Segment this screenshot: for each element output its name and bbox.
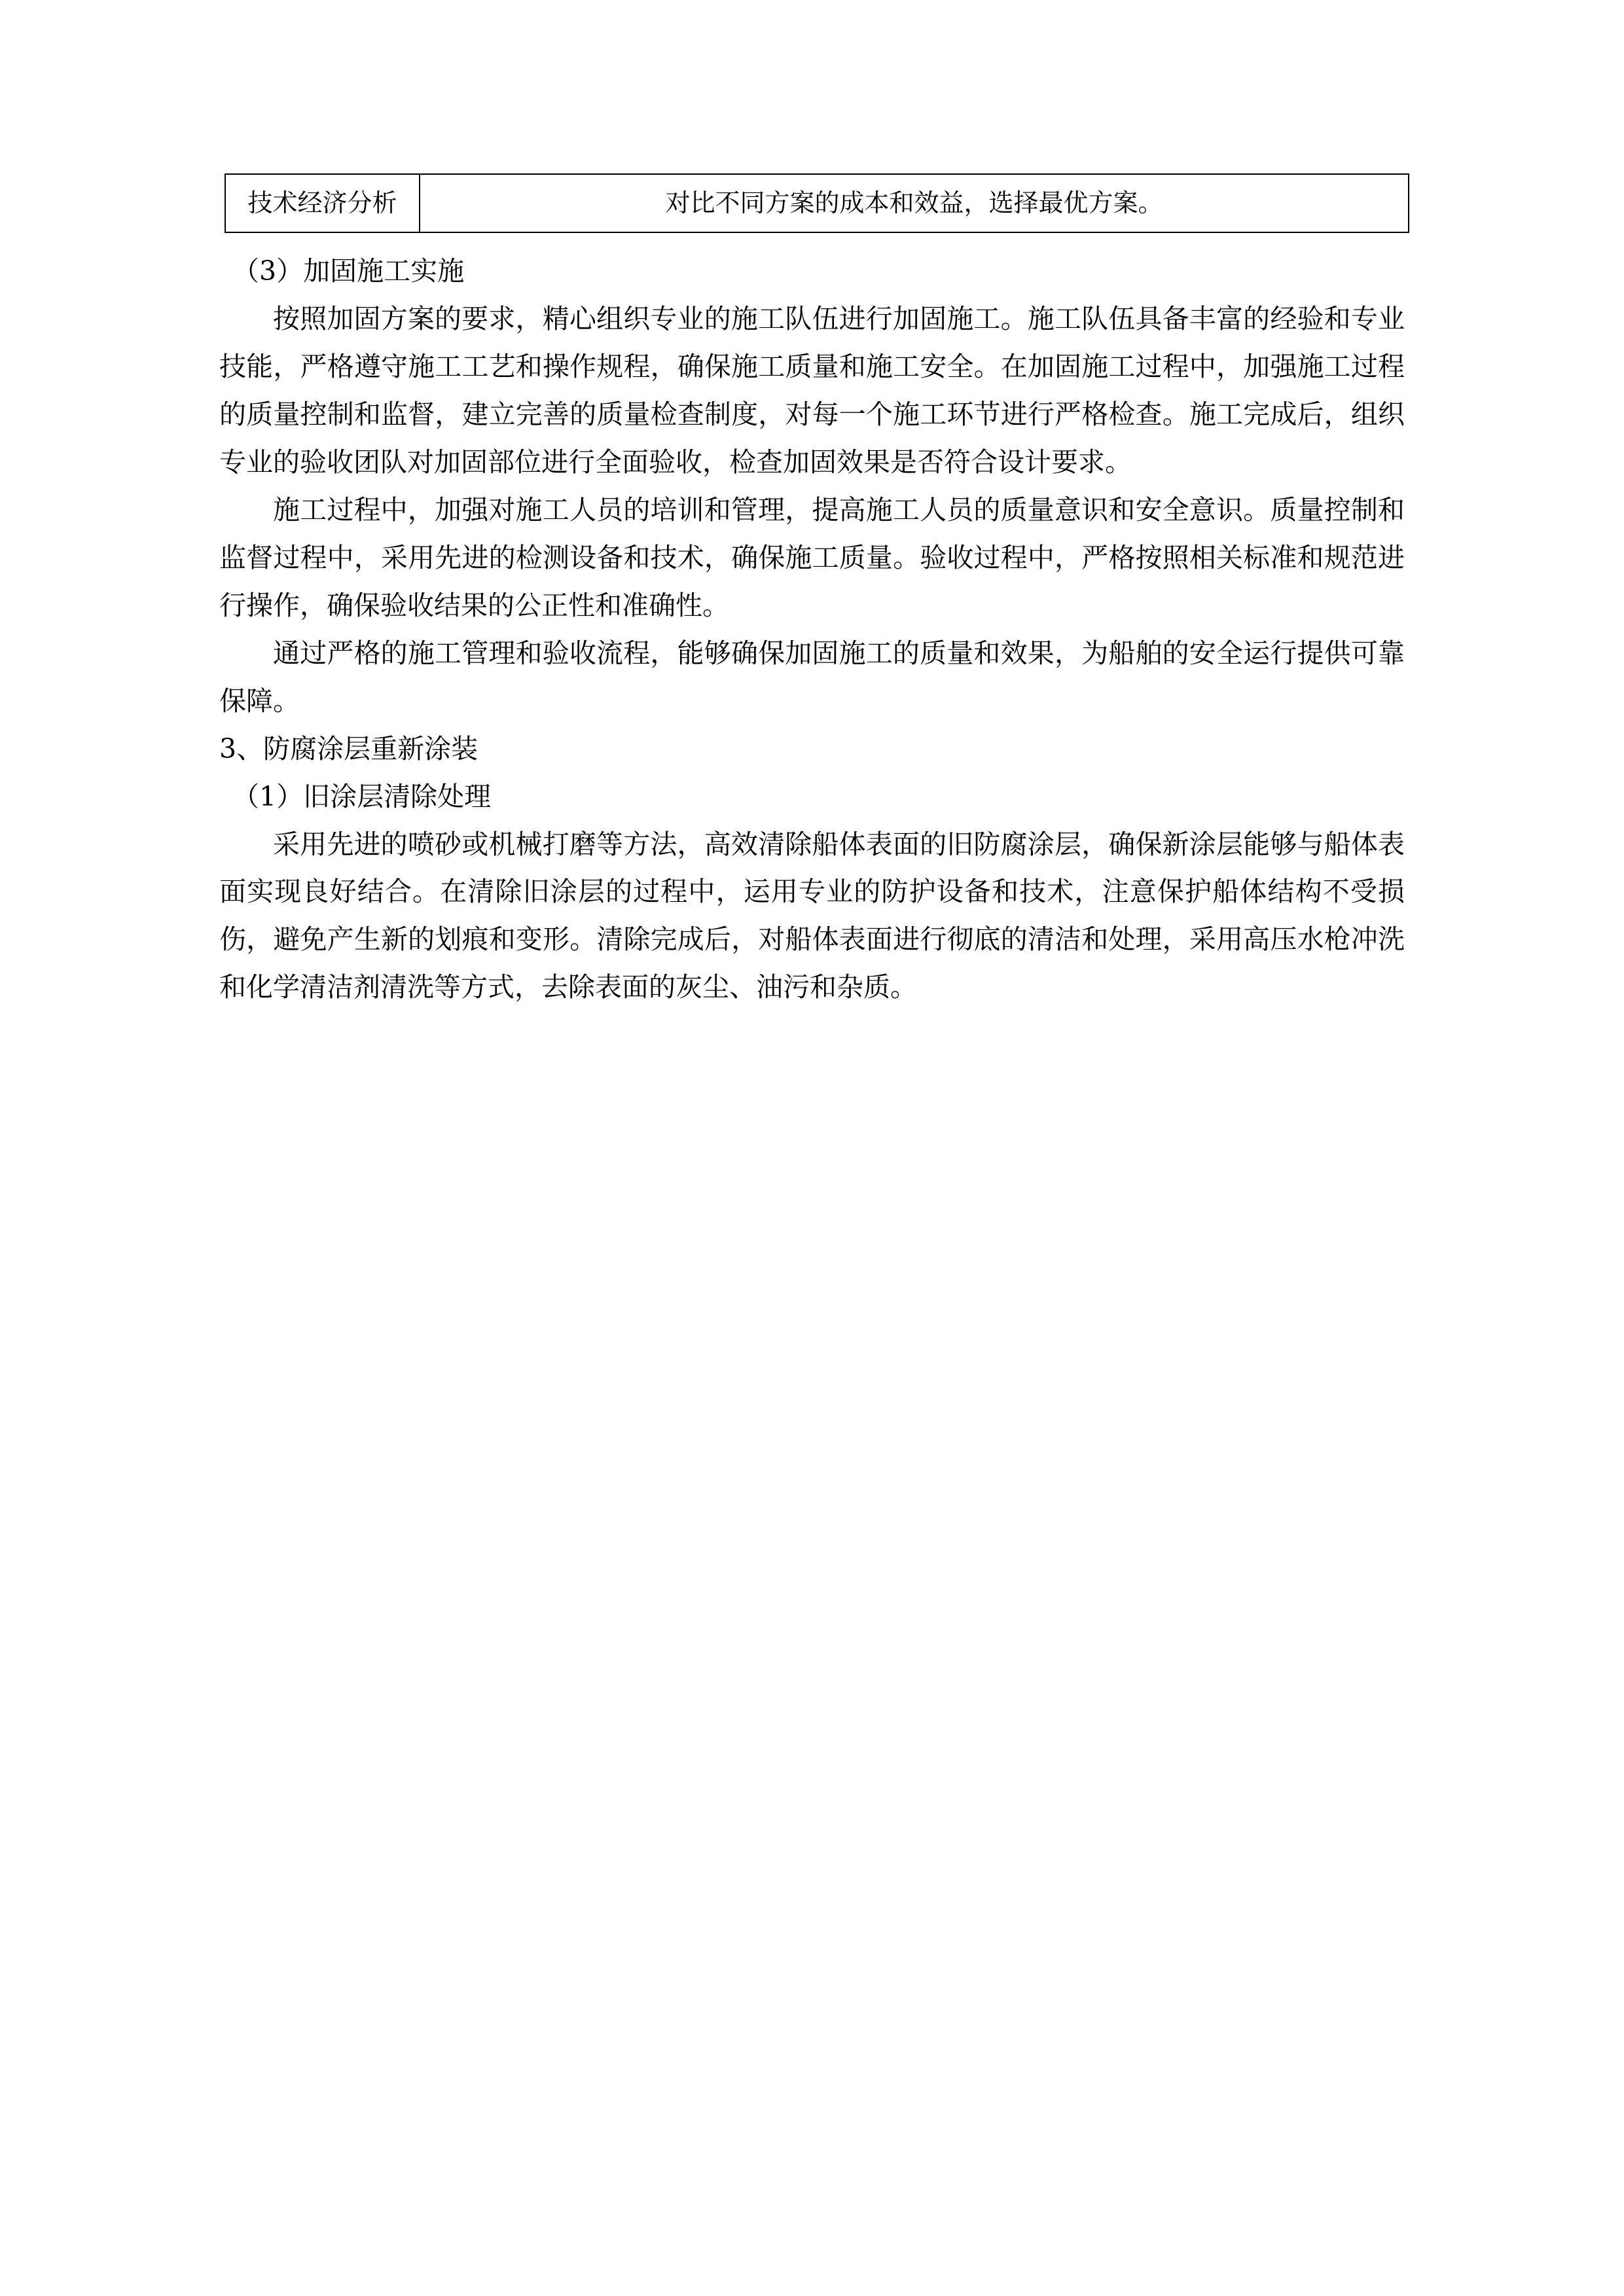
section-heading-3: （3）加固施工实施 — [232, 255, 465, 287]
spacer — [219, 233, 1405, 247]
subsection-heading-1: （1）旧涂层清除处理 — [232, 780, 492, 812]
table-body — [225, 174, 1409, 232]
table-cell-label: 技术经济分析 — [225, 174, 420, 232]
table-row — [225, 174, 1409, 232]
paragraph-training-and-inspection: 施工过程中，加强对施工人员的培训和管理，提高施工人员的质量意识和安全意识。质量控制和监督过程中，采用先进的检测设备和技术，确保施工质量。验收过程中，严格按照相关标准和规范进行操作，确保验收结果的公正性和准确性。 — [219, 493, 1405, 621]
section-heading-anticorrosion: 3、防腐涂层重新涂装 — [219, 732, 478, 764]
paragraph-coating-removal: 采用先进的喷砂或机械打磨等方法，高效清除船体表面的旧防腐涂层，确保新涂层能够与船体表面实现良好结合。在清除旧涂层的过程中，运用专业的防护设备和技术，注意保护船体结构不受损伤，避免产生新的划痕和变形。清除完成后，对船体表面进行彻底的清洁和处理，采用高压水枪冲洗和化学清洁剂清洗等方式，去除表面的灰尘、油污和杂质。 — [219, 828, 1405, 1003]
table-cell-value: 对比不同方案的成本和效益，选择最优方案。 — [420, 174, 1409, 232]
technical-economic-analysis-table — [225, 173, 1409, 233]
paragraph-quality-assurance-summary: 通过严格的施工管理和验收流程，能够确保加固施工的质量和效果，为船舶的安全运行提供可靠保障。 — [219, 637, 1405, 717]
paragraph-construction-organization: 按照加固方案的要求，精心组织专业的施工队伍进行加固施工。施工队伍具备丰富的经验和专业技能，严格遵守施工工艺和操作规程，确保施工质量和施工安全。在加固施工过程中，加强施工过程的质量控制和监督，建立完善的质量检查制度，对每一个施工环节进行严格检查。施工完成后，组织专业的验收团队对加固部位进行全面验收，检查加固效果是否符合设计要求。 — [219, 302, 1405, 478]
